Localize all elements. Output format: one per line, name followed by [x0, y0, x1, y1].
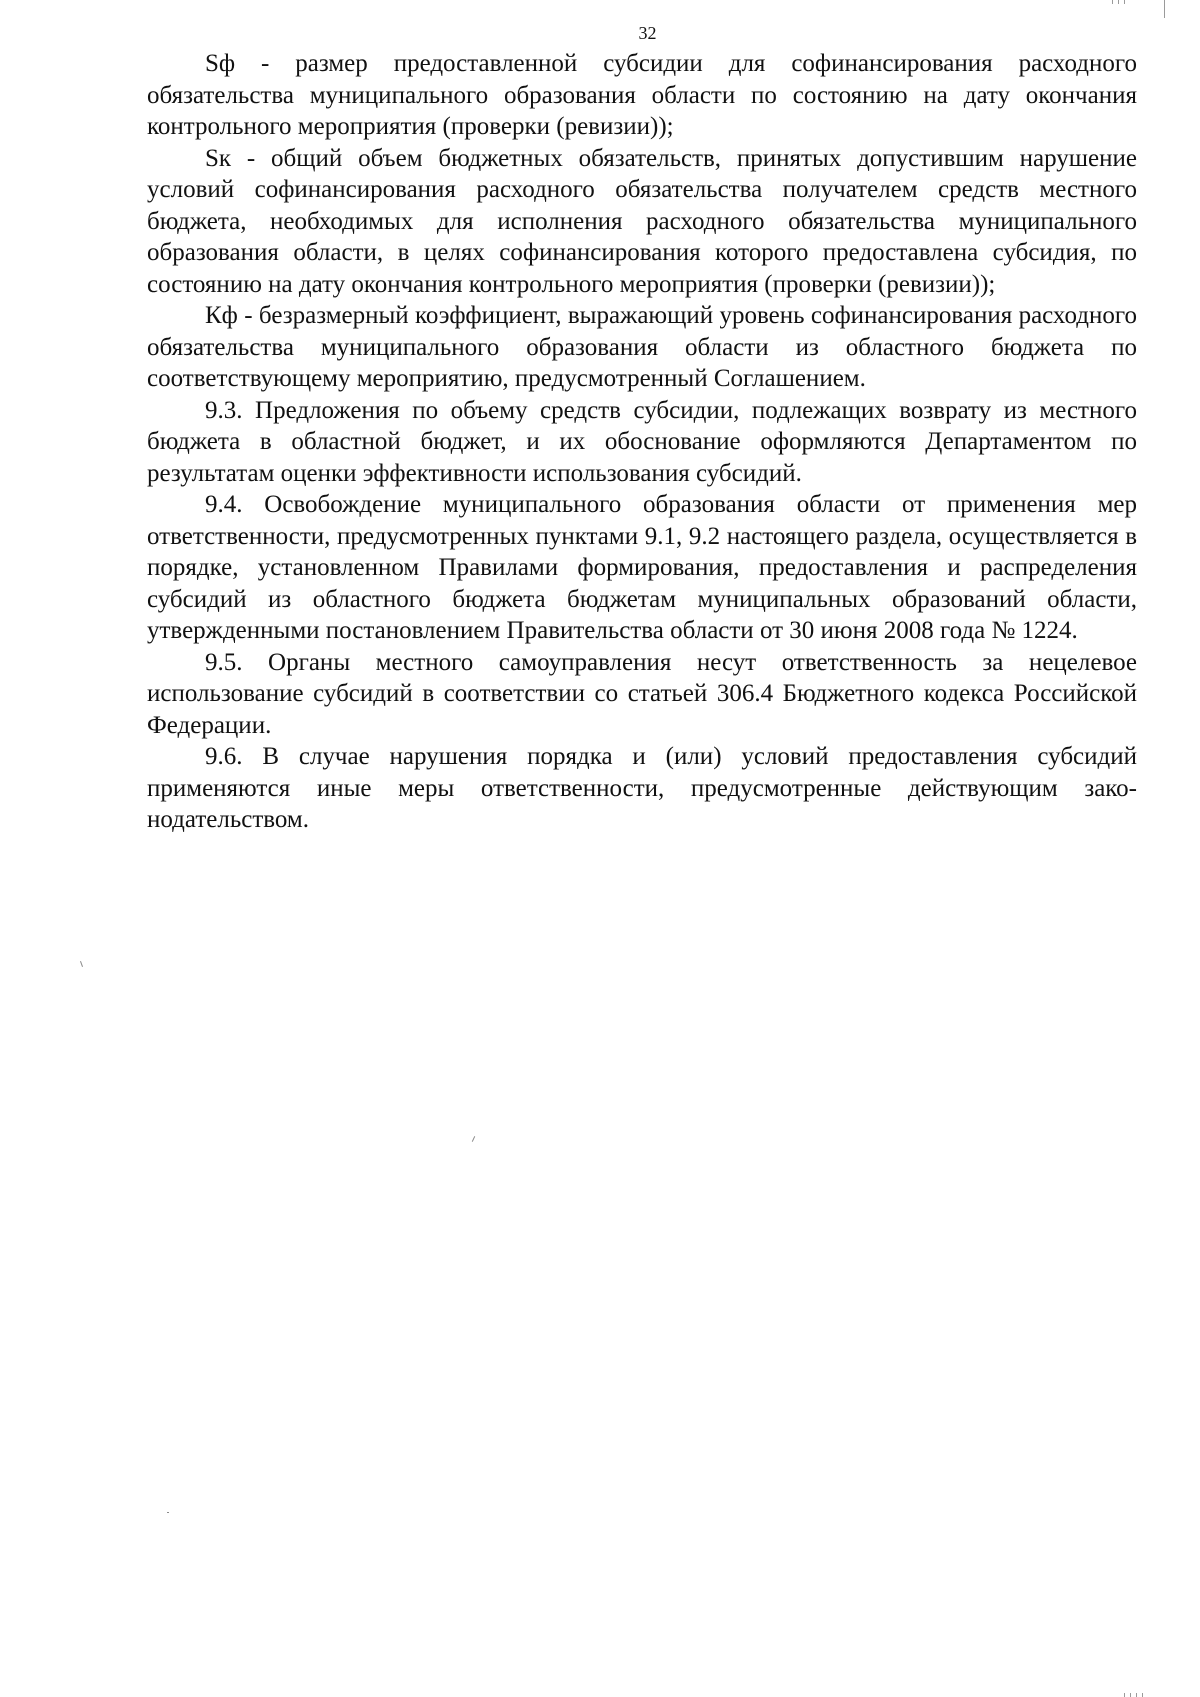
scan-speck	[80, 961, 83, 967]
page-number: 32	[638, 23, 657, 43]
document-body	[147, 48, 1137, 836]
scan-edge-mark	[1118, 0, 1119, 4]
paragraph-s-f-definition: Sф - размер предоставленной субсидии для софинансирования расходного обязательства муниципального образования области по состоянию на дату окончания контрольного мероприятия (проверки (ревизии));	[147, 50, 1137, 140]
scan-edge-mark	[1124, 0, 1125, 4]
paragraph-9-4: 9.4. Освобождение муниципального образования области от применения мер ответственности, предусмотренных пунктами 9.1, 9.2 настоящего раздела, осуществляется в порядке, установленном Правилами формирования, предоставления и распределения субсидий из областного бюджета бюджетам муниципальных образований области, утвержденными постановлением Правительства области от 30 июня 2008 года № 1224.	[147, 491, 1137, 644]
scan-edge-mark	[1124, 1693, 1125, 1697]
scan-edge-mark	[1142, 1693, 1143, 1697]
paragraph-k-f-definition: Кф - безразмерный коэффициент, выражающий уровень софинансирования расходного обязательства муниципального образования области из областного бюджета по соответствующему мероприятию, предусмотренный Соглашением.	[147, 302, 1137, 392]
scan-edge-mark	[1164, 0, 1165, 18]
scan-speck	[472, 1136, 475, 1142]
paragraph-9-6: 9.6. В случае нарушения порядка и (или) условий предоставления субсидий применяются иные меры ответственности, предусмотренные действующим законодательством.	[147, 743, 1137, 833]
scan-speck	[167, 1512, 169, 1513]
paragraph-9-3: 9.3. Предложения по объему средств субсидии, подлежащих возврату из местного бюджета в областной бюджет, и их обоснование оформляются Департаментом по результатам оценки эффективности использования субсидий.	[147, 396, 1137, 487]
paragraph-9-5: 9.5. Органы местного самоуправления несут ответственность за нецелевое использование субсидий в соответствии со статьей 306.4 Бюджетного кодекса Российской Федерации.	[147, 648, 1137, 739]
scan-edge-mark	[1136, 1693, 1137, 1697]
scan-edge-mark	[1112, 0, 1113, 4]
scan-edge-mark	[1130, 1693, 1131, 1697]
paragraph-s-k-definition: Sк - общий объем бюджетных обязательств, принятых допустившим нарушение условий софинансирования расходного обязательства получателем средств местного бюджета, необходимых для исполнения расходного обязательства муниципального образования области, в целях софинансирования которого предоставлена субсидия, по состоянию на дату окончания контрольного мероприятия (проверки (ревизии));	[147, 144, 1137, 298]
